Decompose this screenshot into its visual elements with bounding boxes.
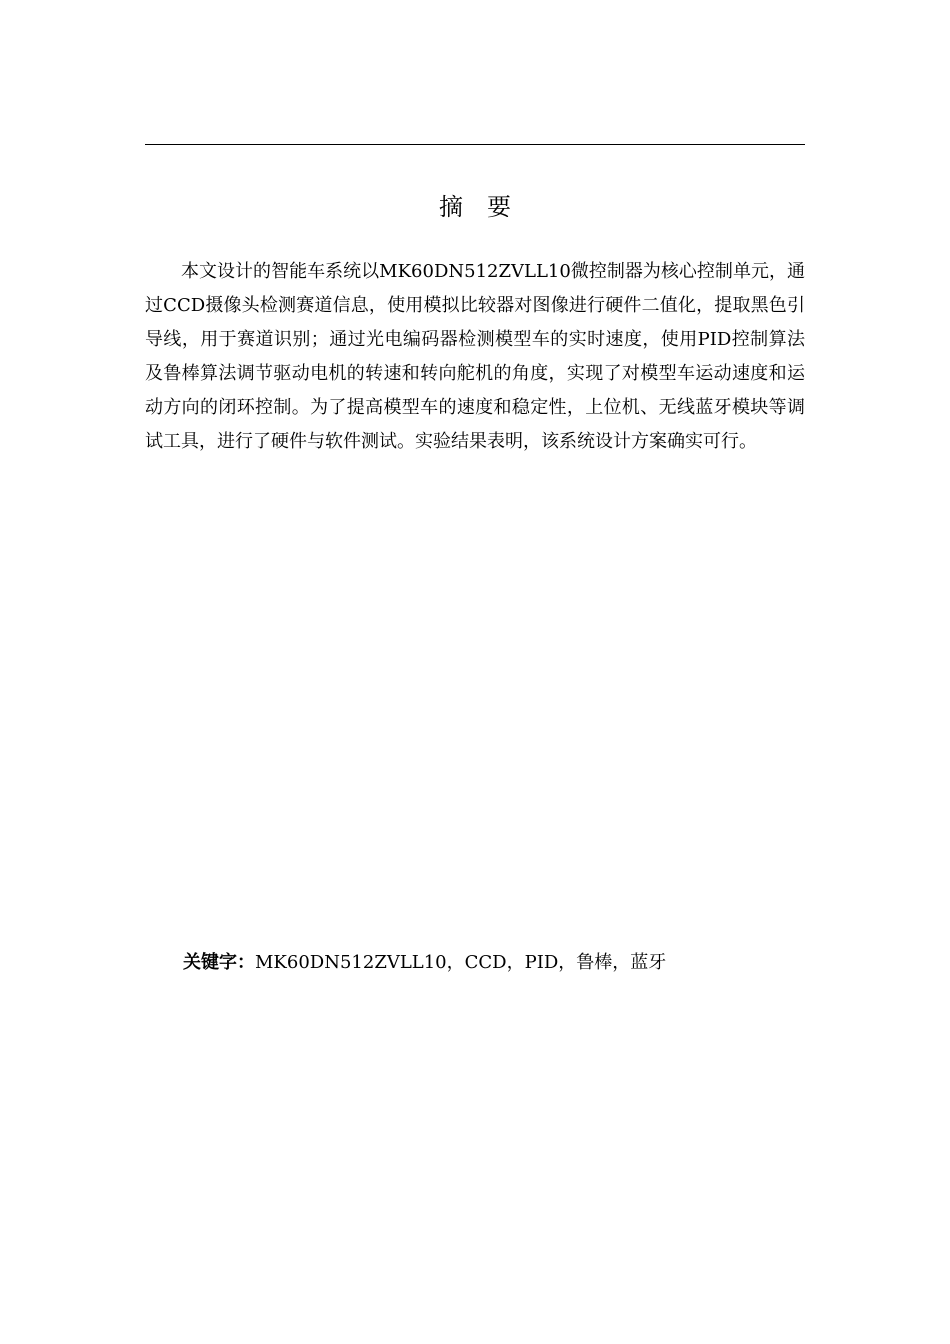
page-title: 摘 要 — [439, 193, 511, 221]
keywords-label: 关键字： — [183, 952, 255, 973]
header-rule — [145, 144, 805, 145]
keywords-value: MK60DN512ZVLL10，CCD，PID，鲁棒，蓝牙 — [255, 952, 667, 973]
abstract-body: 本文设计的智能车系统以MK60DN512ZVLL10微控制器为核心控制单元，通过CCD摄像头检测赛道信息，使用模拟比较器对图像进行硬件二值化，提取黑色引导线，用于赛道识别；通过光电编码器检测模型车的实时速度，使用PID控制算法及鲁棒算法调节驱动电机的转速和转向舵机的角度，实现了对模型车运动速度和运动方向的闭环控制。为了提高模型车的速度和稳定性，上位机、无线蓝牙模块等调试工具，进行了硬件与软件测试。实验结果表明，该系统设计方案确实可行。 — [145, 261, 805, 452]
keywords-line — [183, 946, 803, 980]
